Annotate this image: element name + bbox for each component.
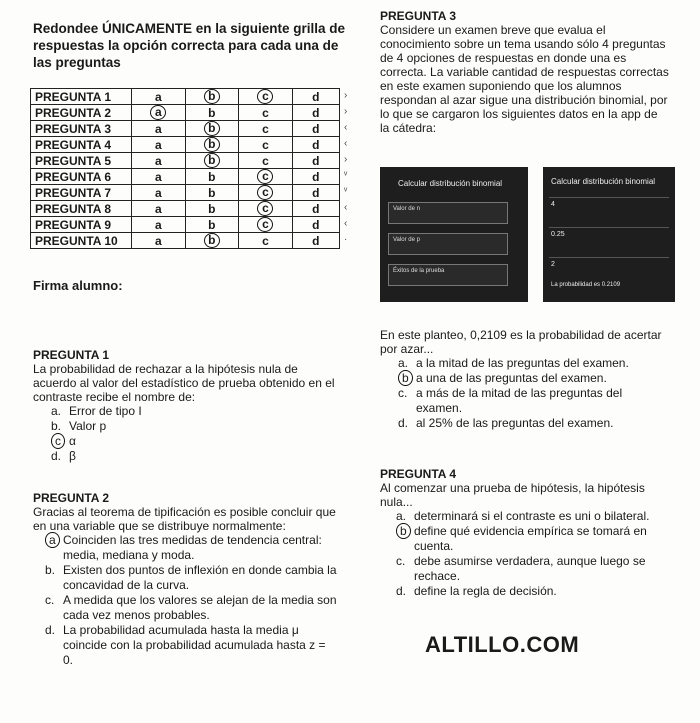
grid-cell[interactable]: [185, 89, 239, 105]
option-text: define la regla de decisión.: [414, 584, 557, 598]
question-3-stem-text: En este planteo, 0,2109 es la probabilidad de acertar por azar...: [380, 328, 662, 356]
question-2-options: [45, 533, 338, 668]
option-text: determinará si el contraste es uni o bilateral.: [414, 509, 650, 523]
successes-field: Éxitos de la prueba: [388, 264, 508, 286]
grid-option: b: [208, 201, 216, 216]
grid-cell[interactable]: [132, 169, 186, 185]
grid-row: [31, 185, 340, 201]
grid-option: c: [262, 105, 269, 120]
option-letter: c.: [45, 593, 55, 607]
grid-cell[interactable]: [239, 137, 293, 153]
option-row: [398, 371, 670, 386]
grid-question-label: PREGUNTA 6: [31, 169, 132, 185]
brand-watermark: ALTILLO.COM: [425, 632, 580, 657]
option-text: a una de las preguntas del examen.: [416, 371, 607, 385]
option-text: debe asumirse verdadera, aunque luego se rechace.: [414, 554, 646, 583]
option-row: [398, 356, 670, 371]
grid-cell[interactable]: [292, 121, 339, 137]
grid-cell[interactable]: [132, 121, 186, 137]
grid-cell[interactable]: [132, 137, 186, 153]
grid-cell[interactable]: [239, 89, 293, 105]
selected-option-letter: c: [51, 434, 69, 449]
question-3-stem: [380, 328, 670, 431]
grid-option: a: [154, 89, 162, 104]
probability-result: La probabilidad es 0.2109: [551, 282, 621, 288]
grid-option: c: [262, 137, 269, 152]
circled-option: c: [257, 89, 273, 104]
grid-cell[interactable]: [239, 217, 293, 233]
grid-option: d: [312, 153, 320, 168]
grid-option: d: [312, 105, 320, 120]
grid-question-label: PREGUNTA 1: [31, 89, 132, 105]
selected-option-letter: b: [398, 371, 416, 386]
grid-question-label: PREGUNTA 4: [31, 137, 132, 153]
grid-cell[interactable]: [292, 201, 339, 217]
grid-cell[interactable]: [292, 217, 339, 233]
option-letter: d.: [396, 584, 407, 598]
option-letter: a.: [396, 509, 407, 523]
grid-cell[interactable]: [239, 121, 293, 137]
question-1: [33, 348, 338, 464]
grid-option: a: [154, 169, 162, 184]
grid-cell[interactable]: [292, 233, 339, 249]
grid-question-label: PREGUNTA 10: [31, 233, 132, 249]
grid-option: a: [154, 137, 162, 152]
option-letter: c.: [398, 386, 408, 400]
n-value: 4: [549, 197, 669, 219]
grid-option: d: [312, 201, 320, 216]
grid-option: c: [262, 153, 269, 168]
circled-option: b: [204, 137, 220, 152]
option-row: [396, 524, 670, 554]
grid-row: [31, 217, 340, 233]
option-letter: a.: [51, 404, 62, 418]
grid-option: a: [154, 121, 162, 136]
selected-option-letter: b: [396, 524, 414, 554]
option-row: [398, 386, 670, 416]
grid-option: d: [312, 217, 320, 232]
grid-option: d: [312, 233, 320, 248]
option-row: [51, 449, 338, 464]
option-letter: d.: [45, 623, 56, 637]
grid-cell[interactable]: [185, 153, 239, 169]
option-letter: d.: [51, 449, 62, 463]
grid-option: c: [262, 121, 269, 136]
grid-cell[interactable]: [132, 185, 186, 201]
grid-row: [31, 233, 340, 249]
question-4: [380, 467, 670, 599]
grid-cell[interactable]: [185, 121, 239, 137]
question-1-options: [51, 404, 338, 464]
grid-cell[interactable]: [132, 233, 186, 249]
circled-option: a: [150, 105, 166, 120]
margin-tick-marks: › › ‹ ‹ › ᵛ ᵛ ‹ ‹ ·: [344, 90, 348, 245]
option-letter: a.: [398, 356, 409, 370]
grid-question-label: PREGUNTA 2: [31, 105, 132, 121]
option-text: A medida que los valores se alejan de la media son cada vez menos probables.: [63, 593, 337, 622]
grid-option: d: [312, 185, 320, 200]
grid-cell[interactable]: [292, 169, 339, 185]
question-4-title: PREGUNTA 4: [380, 467, 457, 481]
grid-row: [31, 105, 340, 121]
grid-question-label: PREGUNTA 7: [31, 185, 132, 201]
grid-row: [31, 89, 340, 105]
option-row: [396, 584, 670, 599]
grid-cell[interactable]: [239, 105, 293, 121]
question-3-options: [398, 356, 670, 431]
grid-option: a: [154, 153, 162, 168]
option-row: [396, 554, 670, 584]
grid-option: a: [154, 201, 162, 216]
grid-cell[interactable]: [132, 89, 186, 105]
option-letter: b.: [45, 563, 56, 577]
option-text: define qué evidencia empírica se tomará en cuenta.: [414, 524, 647, 553]
grid-option: d: [312, 121, 320, 136]
question-2-title: PREGUNTA 2: [33, 491, 110, 505]
grid-cell[interactable]: [292, 105, 339, 121]
grid-option: a: [154, 185, 162, 200]
selected-option-letter: a: [45, 533, 63, 563]
p-value: 0.25: [549, 227, 669, 249]
grid-row: [31, 137, 340, 153]
circled-option: b: [204, 153, 220, 168]
question-3: [380, 9, 670, 135]
circled-option: c: [257, 201, 273, 216]
grid-option: b: [208, 105, 216, 120]
question-4-options: [396, 509, 670, 599]
option-text: Existen dos puntos de inflexión en donde cambia la concavidad de la curva.: [63, 563, 337, 592]
binomial-result-panel-title: Calcular distribución binomial: [551, 177, 656, 186]
signature-label: Firma alumno:: [33, 278, 123, 293]
option-letter: d.: [398, 416, 409, 430]
option-row: [45, 593, 338, 623]
option-text: al 25% de las preguntas del examen.: [416, 416, 614, 430]
grid-cell[interactable]: [185, 137, 239, 153]
option-letter: b.: [51, 419, 62, 433]
answer-grid: [30, 88, 340, 249]
grid-cell[interactable]: [132, 217, 186, 233]
question-1-body: La probabilidad de rechazar a la hipótesis nula de acuerdo al valor del estadístico de prueba obtenido en el contraste recibe el nombre de:: [33, 362, 335, 404]
option-text: La probabilidad acumulada hasta la media μ coincide con la probabilidad acumulada hasta z = 0.: [63, 623, 326, 667]
option-text: Coinciden las tres medidas de tendencia central: media, mediana y moda.: [63, 533, 322, 562]
circled-option: b: [204, 89, 220, 104]
grid-cell[interactable]: [292, 137, 339, 153]
option-row: [398, 416, 670, 431]
grid-option: a: [154, 217, 162, 232]
grid-cell[interactable]: [132, 153, 186, 169]
successes-value: 2: [549, 257, 669, 279]
option-row: [51, 404, 338, 419]
option-row: [51, 419, 338, 434]
option-row: [45, 533, 338, 563]
grid-cell[interactable]: [292, 89, 339, 105]
question-2: [33, 491, 338, 668]
circled-option: c: [257, 185, 273, 200]
circled-option: b: [204, 233, 220, 248]
question-2-body: Gracias al teorema de tipificación es posible concluir que en una variable que se distribuye normalmente:: [33, 505, 336, 533]
grid-option: d: [312, 169, 320, 184]
question-3-title: PREGUNTA 3: [380, 9, 457, 23]
grid-cell[interactable]: [239, 169, 293, 185]
grid-cell[interactable]: [185, 185, 239, 201]
question-4-body: Al comenzar una prueba de hipótesis, la hipótesis nula...: [380, 481, 645, 509]
grid-question-label: PREGUNTA 9: [31, 217, 132, 233]
option-row: [45, 623, 338, 668]
grid-cell[interactable]: [239, 153, 293, 169]
grid-cell[interactable]: [132, 105, 186, 121]
grid-option: d: [312, 89, 320, 104]
grid-row: [31, 201, 340, 217]
question-1-title: PREGUNTA 1: [33, 348, 110, 362]
option-row: [51, 434, 338, 449]
option-text: Valor p: [69, 419, 107, 433]
option-text: Error de tipo I: [69, 404, 142, 418]
grid-cell[interactable]: [185, 105, 239, 121]
grid-cell[interactable]: [185, 233, 239, 249]
grid-cell[interactable]: [185, 169, 239, 185]
grid-question-label: PREGUNTA 8: [31, 201, 132, 217]
option-text: a más de la mitad de las preguntas del examen.: [416, 386, 623, 415]
grid-cell[interactable]: [292, 153, 339, 169]
binomial-result-panel: [543, 167, 675, 302]
instructions: Redondee ÚNICAMENTE en la siguiente grilla de respuestas la opción correcta para cada una de las preguntas: [33, 21, 346, 70]
grid-option: a: [154, 233, 162, 248]
binomial-input-panel-title: Calcular distribución binomial: [398, 179, 503, 188]
question-3-body: Considere un examen breve que evalua el conocimiento sobre un tema usando sólo 4 preguntas de 4 opciones de respuestas en donde una es correcta. La variable cantidad de respuestas correctas en este examen suponiendo que los alumnos respondan al azar sigue una distribución binomial, por lo que se cargaron los siguientes datos en la app de la cátedra:: [380, 23, 669, 135]
grid-question-label: PREGUNTA 3: [31, 121, 132, 137]
grid-cell[interactable]: [239, 201, 293, 217]
grid-option: b: [208, 185, 216, 200]
option-row: [396, 509, 670, 524]
grid-cell[interactable]: [239, 233, 293, 249]
option-text: α: [69, 434, 76, 448]
grid-cell[interactable]: [185, 217, 239, 233]
option-text: β: [69, 449, 76, 463]
option-text: a la mitad de las preguntas del examen.: [416, 356, 629, 370]
binomial-input-panel: [380, 167, 528, 302]
circled-option: c: [257, 217, 273, 232]
grid-option: b: [208, 217, 216, 232]
grid-option: d: [312, 137, 320, 152]
circled-option: b: [204, 121, 220, 136]
option-letter: c.: [396, 554, 406, 568]
grid-question-label: PREGUNTA 5: [31, 153, 132, 169]
grid-row: [31, 153, 340, 169]
grid-cell[interactable]: [132, 201, 186, 217]
circled-option: c: [257, 169, 273, 184]
p-value-field: Valor de p: [388, 233, 508, 255]
grid-row: [31, 121, 340, 137]
grid-row: [31, 169, 340, 185]
grid-cell[interactable]: [292, 185, 339, 201]
grid-option: c: [262, 233, 269, 248]
option-row: [45, 563, 338, 593]
grid-cell[interactable]: [185, 201, 239, 217]
n-value-field: Valor de n: [388, 202, 508, 224]
grid-option: b: [208, 169, 216, 184]
grid-cell[interactable]: [239, 185, 293, 201]
